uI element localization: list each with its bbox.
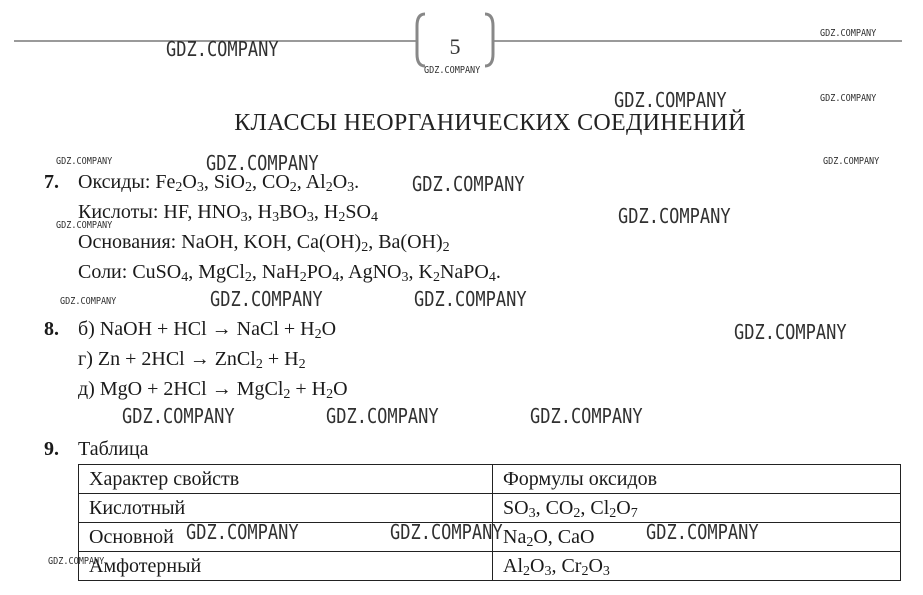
table-row bbox=[79, 552, 901, 581]
watermark: GDZ.COMPANY bbox=[56, 156, 113, 167]
table-cell: $Al_2O_3$, $Cr_2O_3$ bbox=[493, 552, 901, 581]
watermark: GDZ.COMPANY bbox=[646, 520, 759, 544]
watermark: GDZ.COMPANY bbox=[326, 404, 439, 428]
watermark: GDZ.COMPANY bbox=[820, 93, 877, 104]
task-8-equation-b: б) NaOH + HCl → NaCl + $H_2O$ bbox=[78, 318, 337, 343]
table-header-cell: Формулы оксидов bbox=[493, 465, 901, 494]
watermark: GDZ.COMPANY bbox=[414, 287, 527, 311]
task-9-number: 9. bbox=[44, 438, 59, 460]
task-9-label: Таблица bbox=[78, 438, 149, 460]
watermark: GDZ.COMPANY bbox=[734, 320, 847, 344]
table-cell: Амфотерный bbox=[79, 552, 493, 581]
watermark: GDZ.COMPANY bbox=[166, 37, 279, 61]
watermark: GDZ.COMPANY bbox=[122, 404, 235, 428]
task-8-equation-d: д) MgO + 2HCl → MgCl$_2$ + $H_2O$ bbox=[78, 378, 348, 403]
watermark: GDZ.COMPANY bbox=[618, 204, 731, 228]
header-rule-right bbox=[494, 40, 902, 42]
salts-label: Соли: bbox=[78, 261, 128, 283]
task-7-number: 7. bbox=[44, 171, 59, 193]
watermark: GDZ.COMPANY bbox=[823, 156, 880, 167]
table-cell: $Na_2O$, CaO bbox=[493, 523, 901, 552]
watermark: GDZ.COMPANY bbox=[412, 172, 525, 196]
table-header-cell: Характер свойств bbox=[79, 465, 493, 494]
table-cell: $SO_3$, $CO_2$, $Cl_2O_7$ bbox=[493, 494, 901, 523]
equation-g-label: г) bbox=[78, 348, 93, 370]
watermark: GDZ.COMPANY bbox=[48, 556, 105, 567]
task-7-oxides: Оксиды: $Fe_2O_3$, SiO$_2$, $CO_2$, $Al_2O_3$. bbox=[78, 171, 360, 196]
watermark: GDZ.COMPANY bbox=[186, 520, 299, 544]
bases-label: Основания: bbox=[78, 231, 177, 253]
watermark: GDZ.COMPANY bbox=[390, 520, 503, 544]
table-header-row bbox=[79, 465, 901, 494]
page-number-box bbox=[415, 12, 495, 68]
task-7-salts: Соли: CuSO$_4$, MgCl$_2$, $NaH_2PO_4$, AgNO$_3$, $K_2NaPO_4$. bbox=[78, 261, 501, 286]
page-number: 5 bbox=[449, 34, 461, 59]
watermark: GDZ.COMPANY bbox=[614, 88, 727, 112]
table-cell: Кислотный bbox=[79, 494, 493, 523]
acids-label: Кислоты: bbox=[78, 201, 159, 223]
task-8-equation-g: г) Zn + 2HCl → ZnCl$_2$ + $H_2$ bbox=[78, 348, 306, 373]
watermark: GDZ.COMPANY bbox=[206, 151, 319, 175]
page-title: КЛАССЫ НЕОРГАНИЧЕСКИХ СОЕДИНЕНИЙ bbox=[234, 110, 746, 136]
equation-d-label: д) bbox=[78, 378, 95, 400]
task-7-bases: Основания: NaOH, KOH, $Ca(OH)_2$, $Ba(OH)_2$ bbox=[78, 231, 450, 256]
task-7-acids: Кислоты: HF, $HNO_3$, $H_3BO_3$, $H_2SO_4$ bbox=[78, 201, 378, 226]
oxides-label: Оксиды: bbox=[78, 171, 151, 193]
watermark: GDZ.COMPANY bbox=[56, 220, 113, 231]
watermark: GDZ.COMPANY bbox=[60, 296, 117, 307]
watermark: GDZ.COMPANY bbox=[210, 287, 323, 311]
watermark: GDZ.COMPANY bbox=[530, 404, 643, 428]
table-row bbox=[79, 494, 901, 523]
watermark: GDZ.COMPANY bbox=[820, 28, 877, 39]
watermark: GDZ.COMPANY bbox=[424, 65, 481, 76]
equation-b-label: б) bbox=[78, 318, 95, 340]
task-8-number: 8. bbox=[44, 318, 59, 340]
table-cell: Основной bbox=[79, 523, 493, 552]
